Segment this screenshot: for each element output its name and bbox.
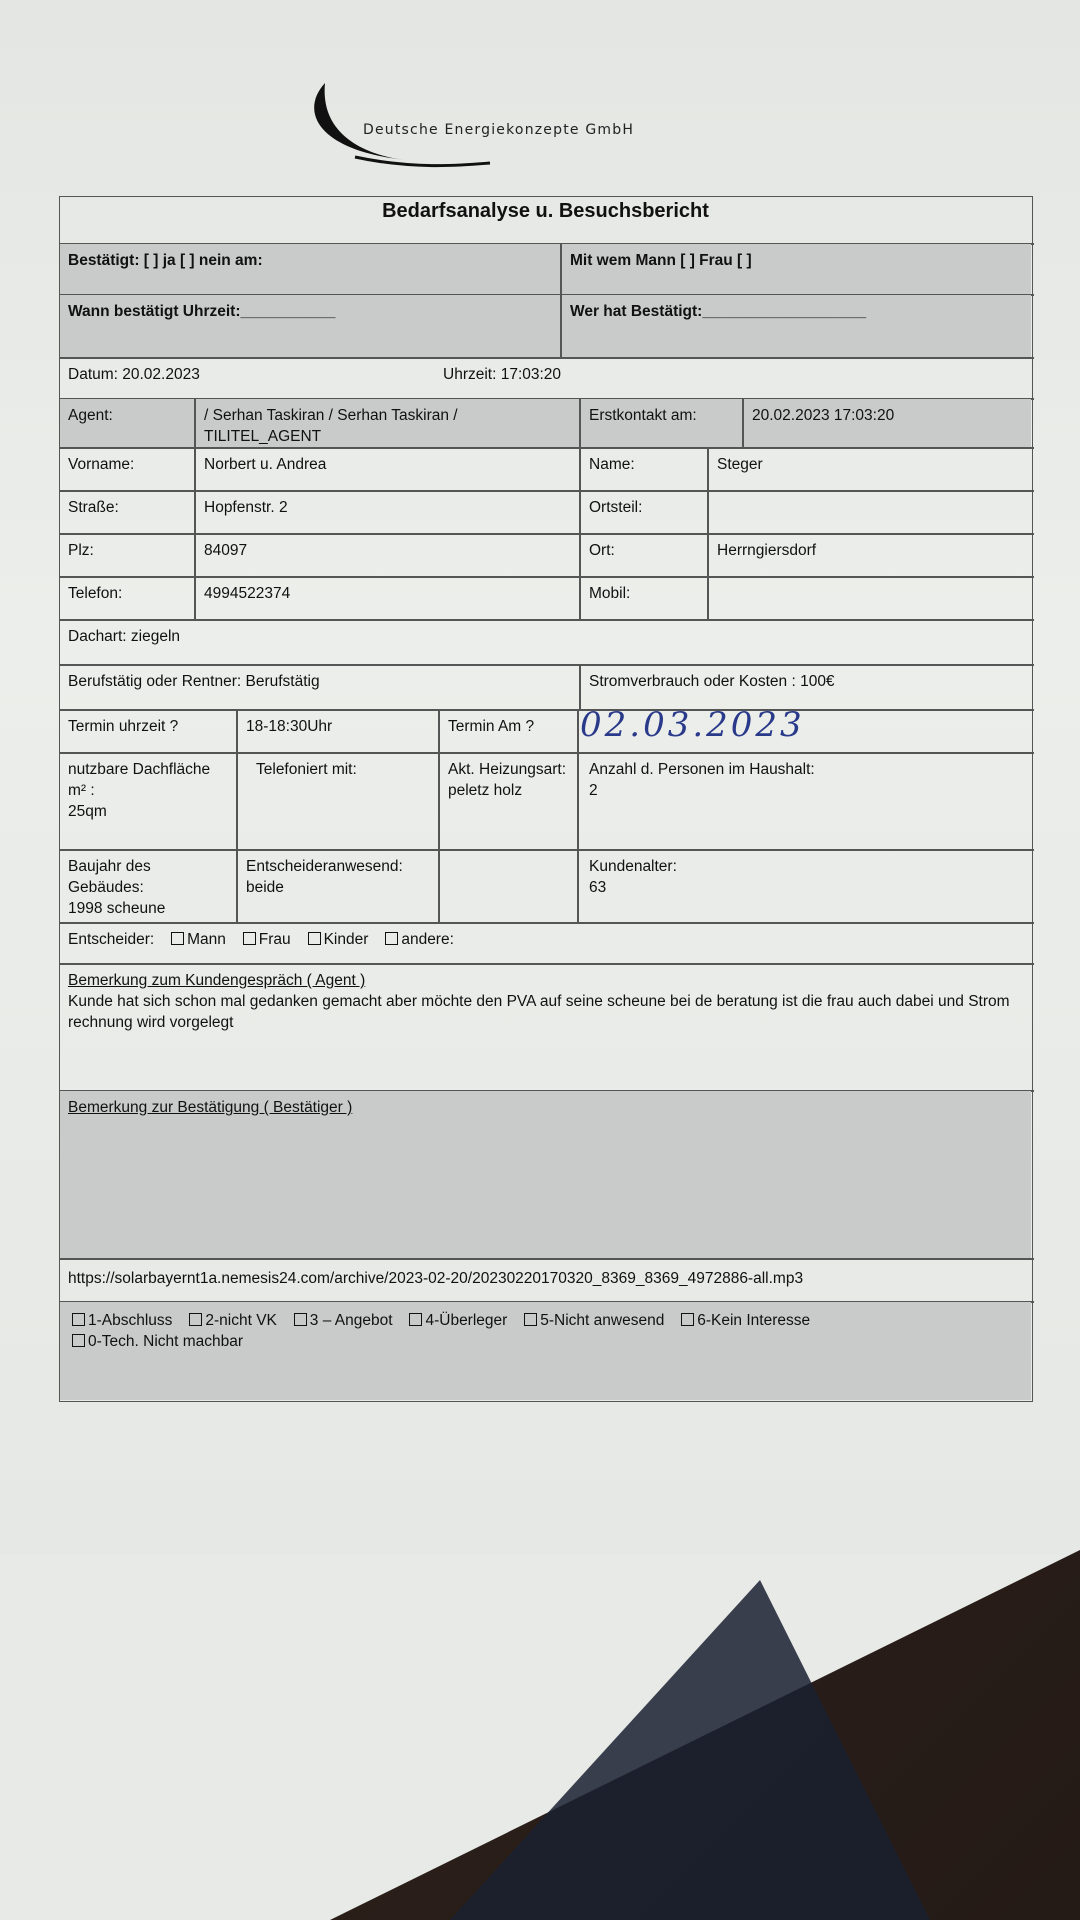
entscheider-anwesend-label: Entscheideranwesend: xyxy=(246,858,403,875)
kundenalter-field xyxy=(581,850,1031,922)
mit-wem-field: Mit wem Mann [ ] Frau [ ] xyxy=(562,244,1031,294)
dachflaeche-field xyxy=(60,753,236,849)
termin-am-label: Termin Am ? xyxy=(448,718,535,735)
personen-label: Anzahl d. Personen im Haushalt: xyxy=(589,761,815,778)
wann-bestaetigt-field: Wann bestätigt Uhrzeit:___________ xyxy=(60,295,560,357)
termin-uhrzeit-label: Termin uhrzeit ? xyxy=(68,718,179,735)
entscheider-option: Mann xyxy=(187,931,226,948)
bemerkung-agent-text: Kunde hat sich schon mal gedanken gemacht aber möchte den PVA auf seine scheune bei de beratung ist die frau auch dabei und Strom rechnung wird vorgelegt xyxy=(68,993,1010,1031)
entscheider-row xyxy=(60,923,1031,963)
checkbox-nicht-vk[interactable] xyxy=(189,1313,202,1326)
uhrzeit-field: Uhrzeit: 17:03:20 xyxy=(443,366,562,383)
heizung-label: Akt. Heizungsart: xyxy=(448,761,567,778)
telefon-label: Telefon: xyxy=(68,585,123,602)
checkbox-kinder[interactable] xyxy=(308,932,321,945)
entscheider-anwesend-value: beide xyxy=(246,879,284,896)
bemerkung-bestaetiger-title: Bemerkung zur Bestätigung ( Bestätiger ) xyxy=(68,1099,353,1116)
form-title: Bedarfsanalyse u. Besuchsbericht xyxy=(382,200,709,222)
vorname-value: Norbert u. Andrea xyxy=(204,456,327,473)
personen-value: 2 xyxy=(589,782,598,799)
personen-field xyxy=(581,753,1031,849)
heizung-value: peletz holz xyxy=(448,782,523,799)
erstkontakt-label: Erstkontakt am: xyxy=(581,399,742,447)
name-label: Name: xyxy=(589,456,635,473)
outcome-option: 2-nicht VK xyxy=(205,1312,277,1329)
wer-bestaetigt-field: Wer hat Bestätigt:___________________ xyxy=(562,295,1031,357)
agent-value: / Serhan Taskiran / Serhan Taskiran / TILITEL_AGENT xyxy=(196,399,579,447)
ort-value: Herrngiersdorf xyxy=(717,542,817,559)
vorname-label: Vorname: xyxy=(68,456,135,473)
mobil-label: Mobil: xyxy=(589,585,631,602)
checkbox-frau[interactable] xyxy=(243,932,256,945)
kundenalter-value: 63 xyxy=(589,879,607,896)
company-name: Deutsche Energiekonzepte GmbH xyxy=(363,122,635,138)
bemerkung-bestaetiger-block xyxy=(60,1091,1031,1258)
termin-am-handwritten: 02.03.2023 xyxy=(580,705,805,745)
checkbox-nicht-anwesend[interactable] xyxy=(524,1313,537,1326)
bestaetigt-field: Bestätigt: [ ] ja [ ] nein am: xyxy=(60,244,560,294)
bemerkung-agent-block xyxy=(60,964,1031,1090)
outcome-option: 3 – Angebot xyxy=(309,1312,393,1329)
entscheider-option: andere: xyxy=(401,931,454,948)
checkbox-abschluss[interactable] xyxy=(72,1313,85,1326)
outcome-option: 0-Tech. Nicht machbar xyxy=(88,1333,244,1350)
datum-field: Datum: 20.02.2023 xyxy=(68,366,200,383)
checkbox-mann[interactable] xyxy=(171,932,184,945)
baujahr-label: Baujahr des Gebäudes: xyxy=(68,858,151,896)
checkbox-angebot[interactable] xyxy=(294,1313,307,1326)
entscheider-label: Entscheider: xyxy=(68,931,155,948)
visit-report-form xyxy=(59,196,1033,1402)
heizung-field xyxy=(440,753,577,849)
termin-uhrzeit-value: 18-18:30Uhr xyxy=(246,718,333,735)
ortsteil-label: Ortsteil: xyxy=(589,499,643,516)
kundenalter-label: Kundenalter: xyxy=(589,858,677,875)
recording-url[interactable]: https://solarbayernt1a.nemesis24.com/archive/2023-02-20/20230220170320_8369_8369_4972886-all.mp3 xyxy=(68,1270,804,1287)
entscheider-option: Frau xyxy=(258,931,291,948)
baujahr-value: 1998 scheune xyxy=(68,900,166,917)
dachflaeche-label: nutzbare Dachfläche m² : xyxy=(68,761,211,799)
outcome-option: 6-Kein Interesse xyxy=(697,1312,811,1329)
plz-value: 84097 xyxy=(204,542,248,559)
erstkontakt-value: 20.02.2023 17:03:20 xyxy=(744,399,1031,447)
ort-label: Ort: xyxy=(589,542,615,559)
outcome-block xyxy=(60,1302,1031,1400)
telefon-value: 4994522374 xyxy=(204,585,291,602)
outcome-option: 1-Abschluss xyxy=(88,1312,173,1329)
agent-label: Agent: xyxy=(60,399,194,447)
checkbox-ueberleger[interactable] xyxy=(409,1313,422,1326)
dachflaeche-value: 25qm xyxy=(68,803,107,820)
entscheider-anwesend-field xyxy=(238,850,438,922)
telefoniert-label: Telefoniert mit: xyxy=(256,761,357,778)
outcome-option: 5-Nicht anwesend xyxy=(540,1312,665,1329)
beruf-field: Berufstätig oder Rentner: Berufstätig xyxy=(68,673,320,690)
plz-label: Plz: xyxy=(68,542,94,559)
strasse-label: Straße: xyxy=(68,499,119,516)
strasse-value: Hopfenstr. 2 xyxy=(204,499,288,516)
dachart-field: Dachart: ziegeln xyxy=(68,628,181,645)
checkbox-kein-interesse[interactable] xyxy=(681,1313,694,1326)
entscheider-option: Kinder xyxy=(323,931,369,948)
outcome-option: 4-Überleger xyxy=(425,1312,508,1329)
name-value: Steger xyxy=(717,456,763,473)
strom-field: Stromverbrauch oder Kosten : 100€ xyxy=(589,673,835,690)
checkbox-andere[interactable] xyxy=(385,932,398,945)
baujahr-field xyxy=(60,850,236,922)
bemerkung-agent-title: Bemerkung zum Kundengespräch ( Agent ) xyxy=(68,972,366,989)
checkbox-tech-nicht-machbar[interactable] xyxy=(72,1334,85,1347)
